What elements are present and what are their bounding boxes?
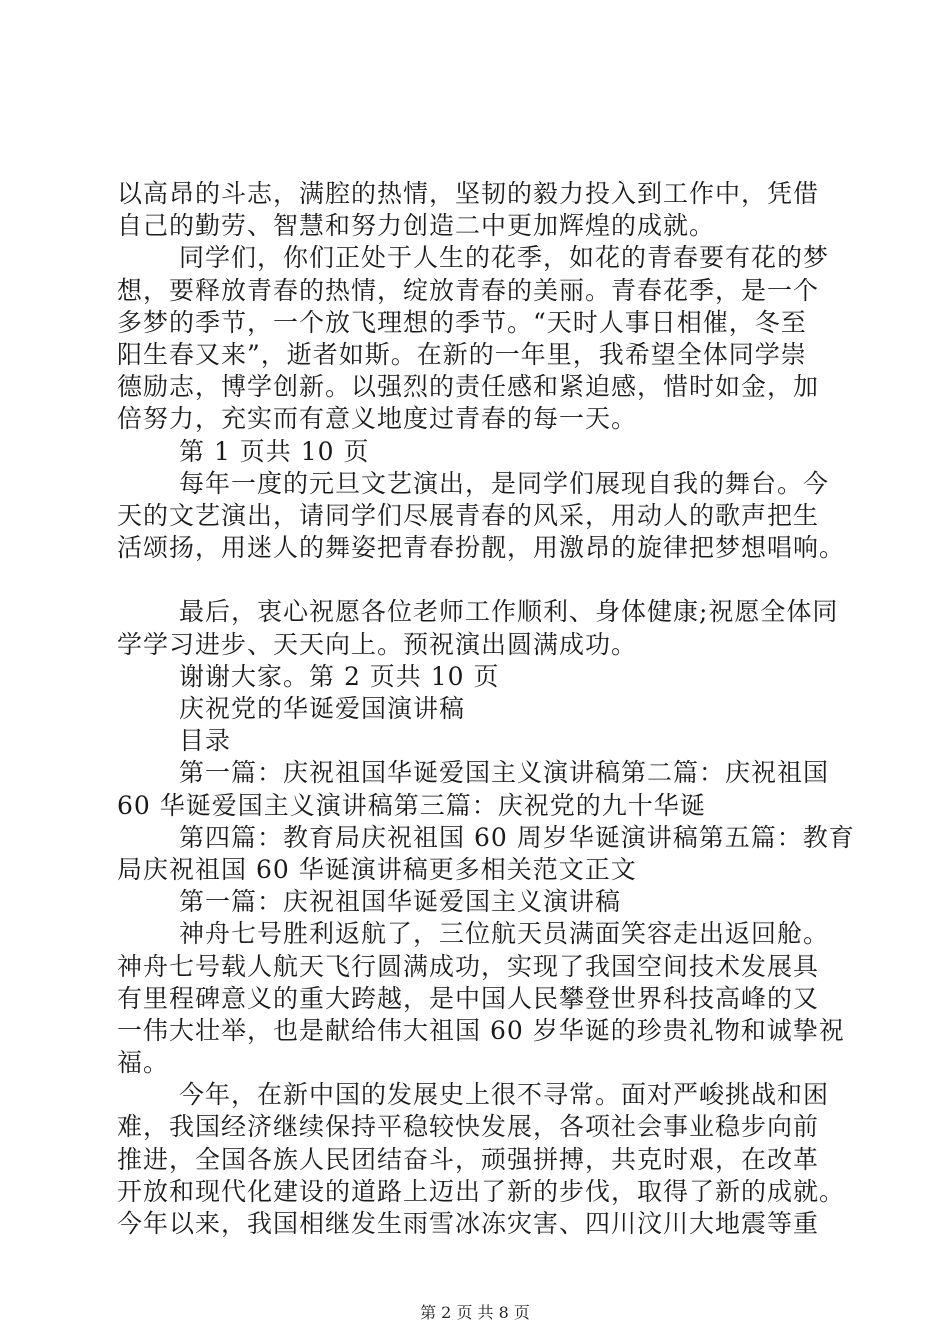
text-line: 难，我国经济继续保持平稳较快发展，各项社会事业稳步向前 [117,1112,820,1142]
text-line: 自己的勤劳、智慧和努力创造二中更加辉煌的成就。 [117,211,716,241]
text-line: 第一篇：庆祝祖国华诞爱国主义演讲稿第二篇：庆祝祖国 [179,758,830,788]
text-line: 以高昂的斗志，满腔的热情，坚韧的毅力投入到工作中，凭借 [117,179,820,208]
text-line: 同学们，你们正处于人生的花季，如花的青春要有花的梦 [179,243,830,273]
blank-line [117,564,857,596]
text-line: 倍努力，充实而有意义地度过青春的每一天。 [117,404,638,434]
text-line: 神舟七号胜利返航了，三位航天员满面笑容走出返回舱。 [179,919,830,949]
text-line: 开放和现代化建设的道路上迈出了新的步伐，取得了新的成就。 [117,1176,846,1206]
text-line: 第 1 页共 10 页 [179,436,370,466]
text-line: 一伟大壮举，也是献给伟大祖国 60 岁华诞的珍贵礼物和诚挚祝 [117,1015,845,1045]
text-line: 有里程碑意义的重大跨越，是中国人民攀登世界科技高峰的又 [117,983,820,1013]
text-line: 庆祝党的华诞爱国演讲稿 [179,694,466,723]
text-line: 天的文艺演出，请同学们尽展青春的风采，用动人的歌声把生 [117,500,820,530]
text-line: 阳生春又来”，逝者如斯。在新的一年里，我希望全体同学崇 [117,339,807,369]
text-line: 60 华诞爱国主义演讲稿第三篇：庆祝党的九十华诞 [117,790,706,820]
text-line: 福。 [117,1048,170,1078]
text-line: 最后，衷心祝愿各位老师工作顺利、身体健康;祝愿全体同 [179,597,839,627]
body-text [117,178,857,1240]
text-line: 今年，在新中国的发展史上很不寻常。面对严峻挑战和困 [179,1080,830,1110]
text-line: 目录 [179,726,232,756]
text-line: 想，要释放青春的热情，绽放青春的美丽。青春花季，是一个 [117,275,820,305]
text-line: 推进，全国各族人民团结奋斗，顽强拼搏，共克时艰，在改革 [117,1144,820,1174]
text-line: 每年一度的元旦文艺演出，是同学们展现自我的舞台。今 [179,468,830,498]
text-line: 局庆祝祖国 60 华诞演讲稿更多相关范文正文 [117,854,637,884]
text-line: 神舟七号载人航天飞行圆满成功，实现了我国空间技术发展具 [117,951,820,981]
text-line: 多梦的季节，一个放飞理想的季节。“天时人事日相催，冬至 [117,307,807,337]
text-line: 德励志，博学创新。以强烈的责任感和紧迫感，惜时如金，加 [117,372,820,402]
text-line: 今年以来，我国相继发生雨雪冰冻灾害、四川汶川大地震等重 [117,1209,820,1238]
text-line: 谢谢大家。第 2 页共 10 页 [179,661,500,691]
page-footer: 第 2 页 共 8 页 [420,1303,530,1322]
text-line: 活颂扬，用迷人的舞姿把青春扮靓，用激昂的旋律把梦想唱响。 [117,533,846,563]
text-line: 第一篇：庆祝祖国华诞爱国主义演讲稿 [179,887,622,917]
text-line: 学学习进步、天天向上。预祝演出圆满成功。 [117,629,638,659]
text-line: 第四篇：教育局庆祝祖国 60 周岁华诞演讲稿第五篇：教育 [179,822,855,852]
